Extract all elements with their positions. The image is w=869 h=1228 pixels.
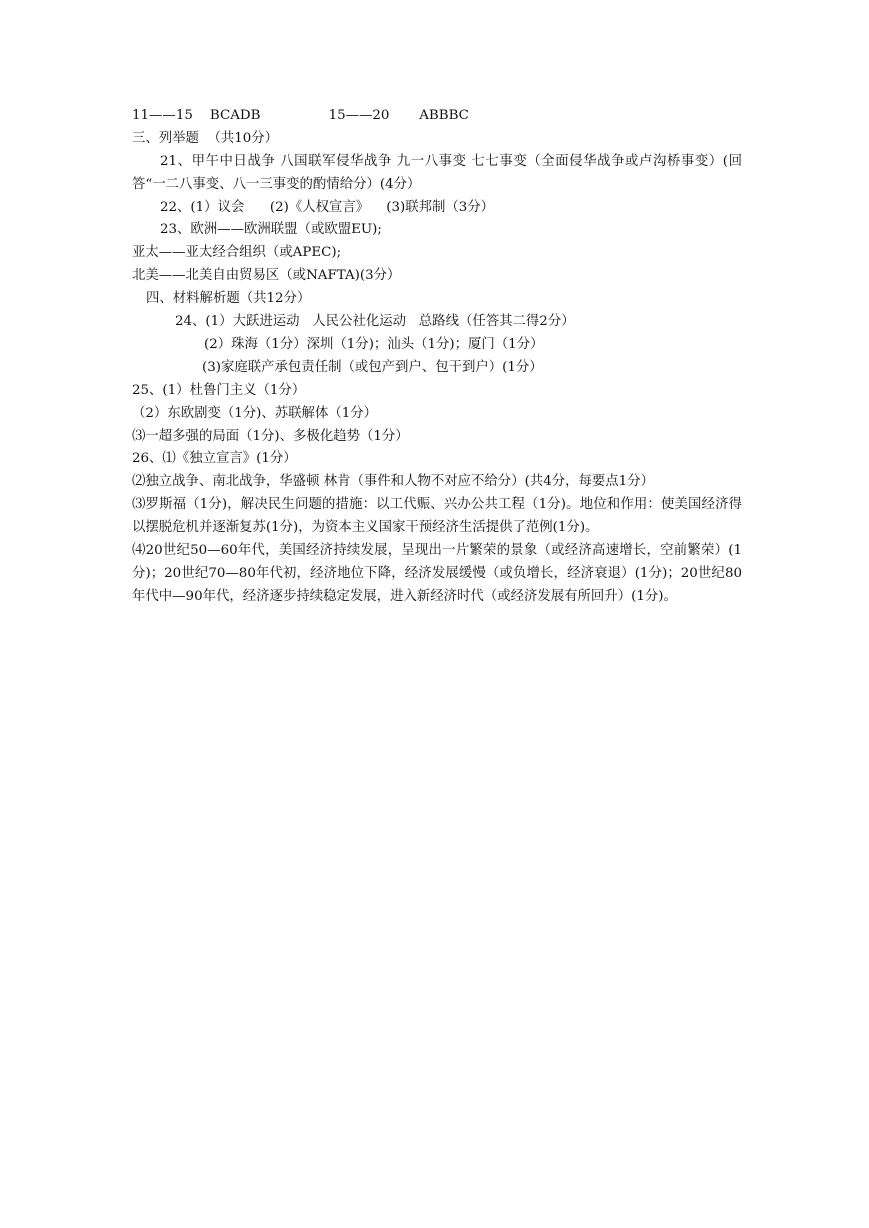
answer-key-page <box>132 105 742 609</box>
answer-22: 22、(1）议会 (2)《人权宣言》 (3)联邦制（3分） <box>160 199 495 215</box>
answer-26-2: ⑵独立战争、南北战争，华盛顿 林肯（事件和人物不对应不给分）(共4分，每要点1分） <box>132 474 654 490</box>
answer-25-3: ⑶一超多强的局面（1分)、多极化趋势（1分） <box>132 428 409 444</box>
section-4-heading: 四、材料解析题（共12分） <box>146 291 311 307</box>
answers-11-20: 11——15 BCADB 15——20 ABBBC <box>132 108 469 123</box>
answer-26-4: ⑷20世纪50—60年代，美国经济持续发展，呈现出一片繁荣的景象（或经济高速增长，空前繁荣）(1分)；20世纪70—80年代初，经济地位下降，经济发展缓慢（或负增长，经济衰退）(1分)；20世纪80年代中—90年代，经济逐步持续稳定发展，进入新经济时代（或经济发展有所回升）(1分)。 <box>132 542 742 604</box>
section-3-heading: 三、列举题 （共10分） <box>132 130 279 146</box>
answer-23-europe: 23、欧洲——欧洲联盟（或欧盟EU); <box>160 222 382 238</box>
answer-26-1: 26、⑴《独立宣言》(1分） <box>132 451 297 467</box>
answer-24-1: 24、(1）大跃进运动 人民公社化运动 总路线（任答其二得2分） <box>175 314 575 330</box>
answer-26-3: ⑶罗斯福（1分)，解决民生问题的措施：以工代赈、兴办公共工程（1分)。地位和作用：使美国经济得以摆脱危机并逐渐复苏(1分)，为资本主义国家干预经济生活提供了范例(1分)。 <box>132 497 742 536</box>
answer-23-north-america: 北美——北美自由贸易区（或NAFTA)(3分） <box>132 268 401 284</box>
answer-24-3: (3)家庭联产承包责任制（或包产到户、包干到户）(1分） <box>202 359 543 375</box>
answer-21: 21、甲午中日战争 八国联军侵华战争 九一八事变 七七事变（全面侵华战争或卢沟桥事变）(回答“一二八事变、八一三事变的酌情给分）(4分） <box>132 153 742 192</box>
answer-25-2: （2）东欧剧变（1分)、苏联解体（1分） <box>132 405 378 421</box>
answer-24-2: (2）珠海（1分）深圳（1分)；汕头（1分)；厦门（1分） <box>204 336 544 352</box>
answer-25-1: 25、(1）杜鲁门主义（1分） <box>132 382 306 398</box>
answer-23-asia-pacific: 亚太——亚太经合组织（或APEC); <box>132 245 342 261</box>
